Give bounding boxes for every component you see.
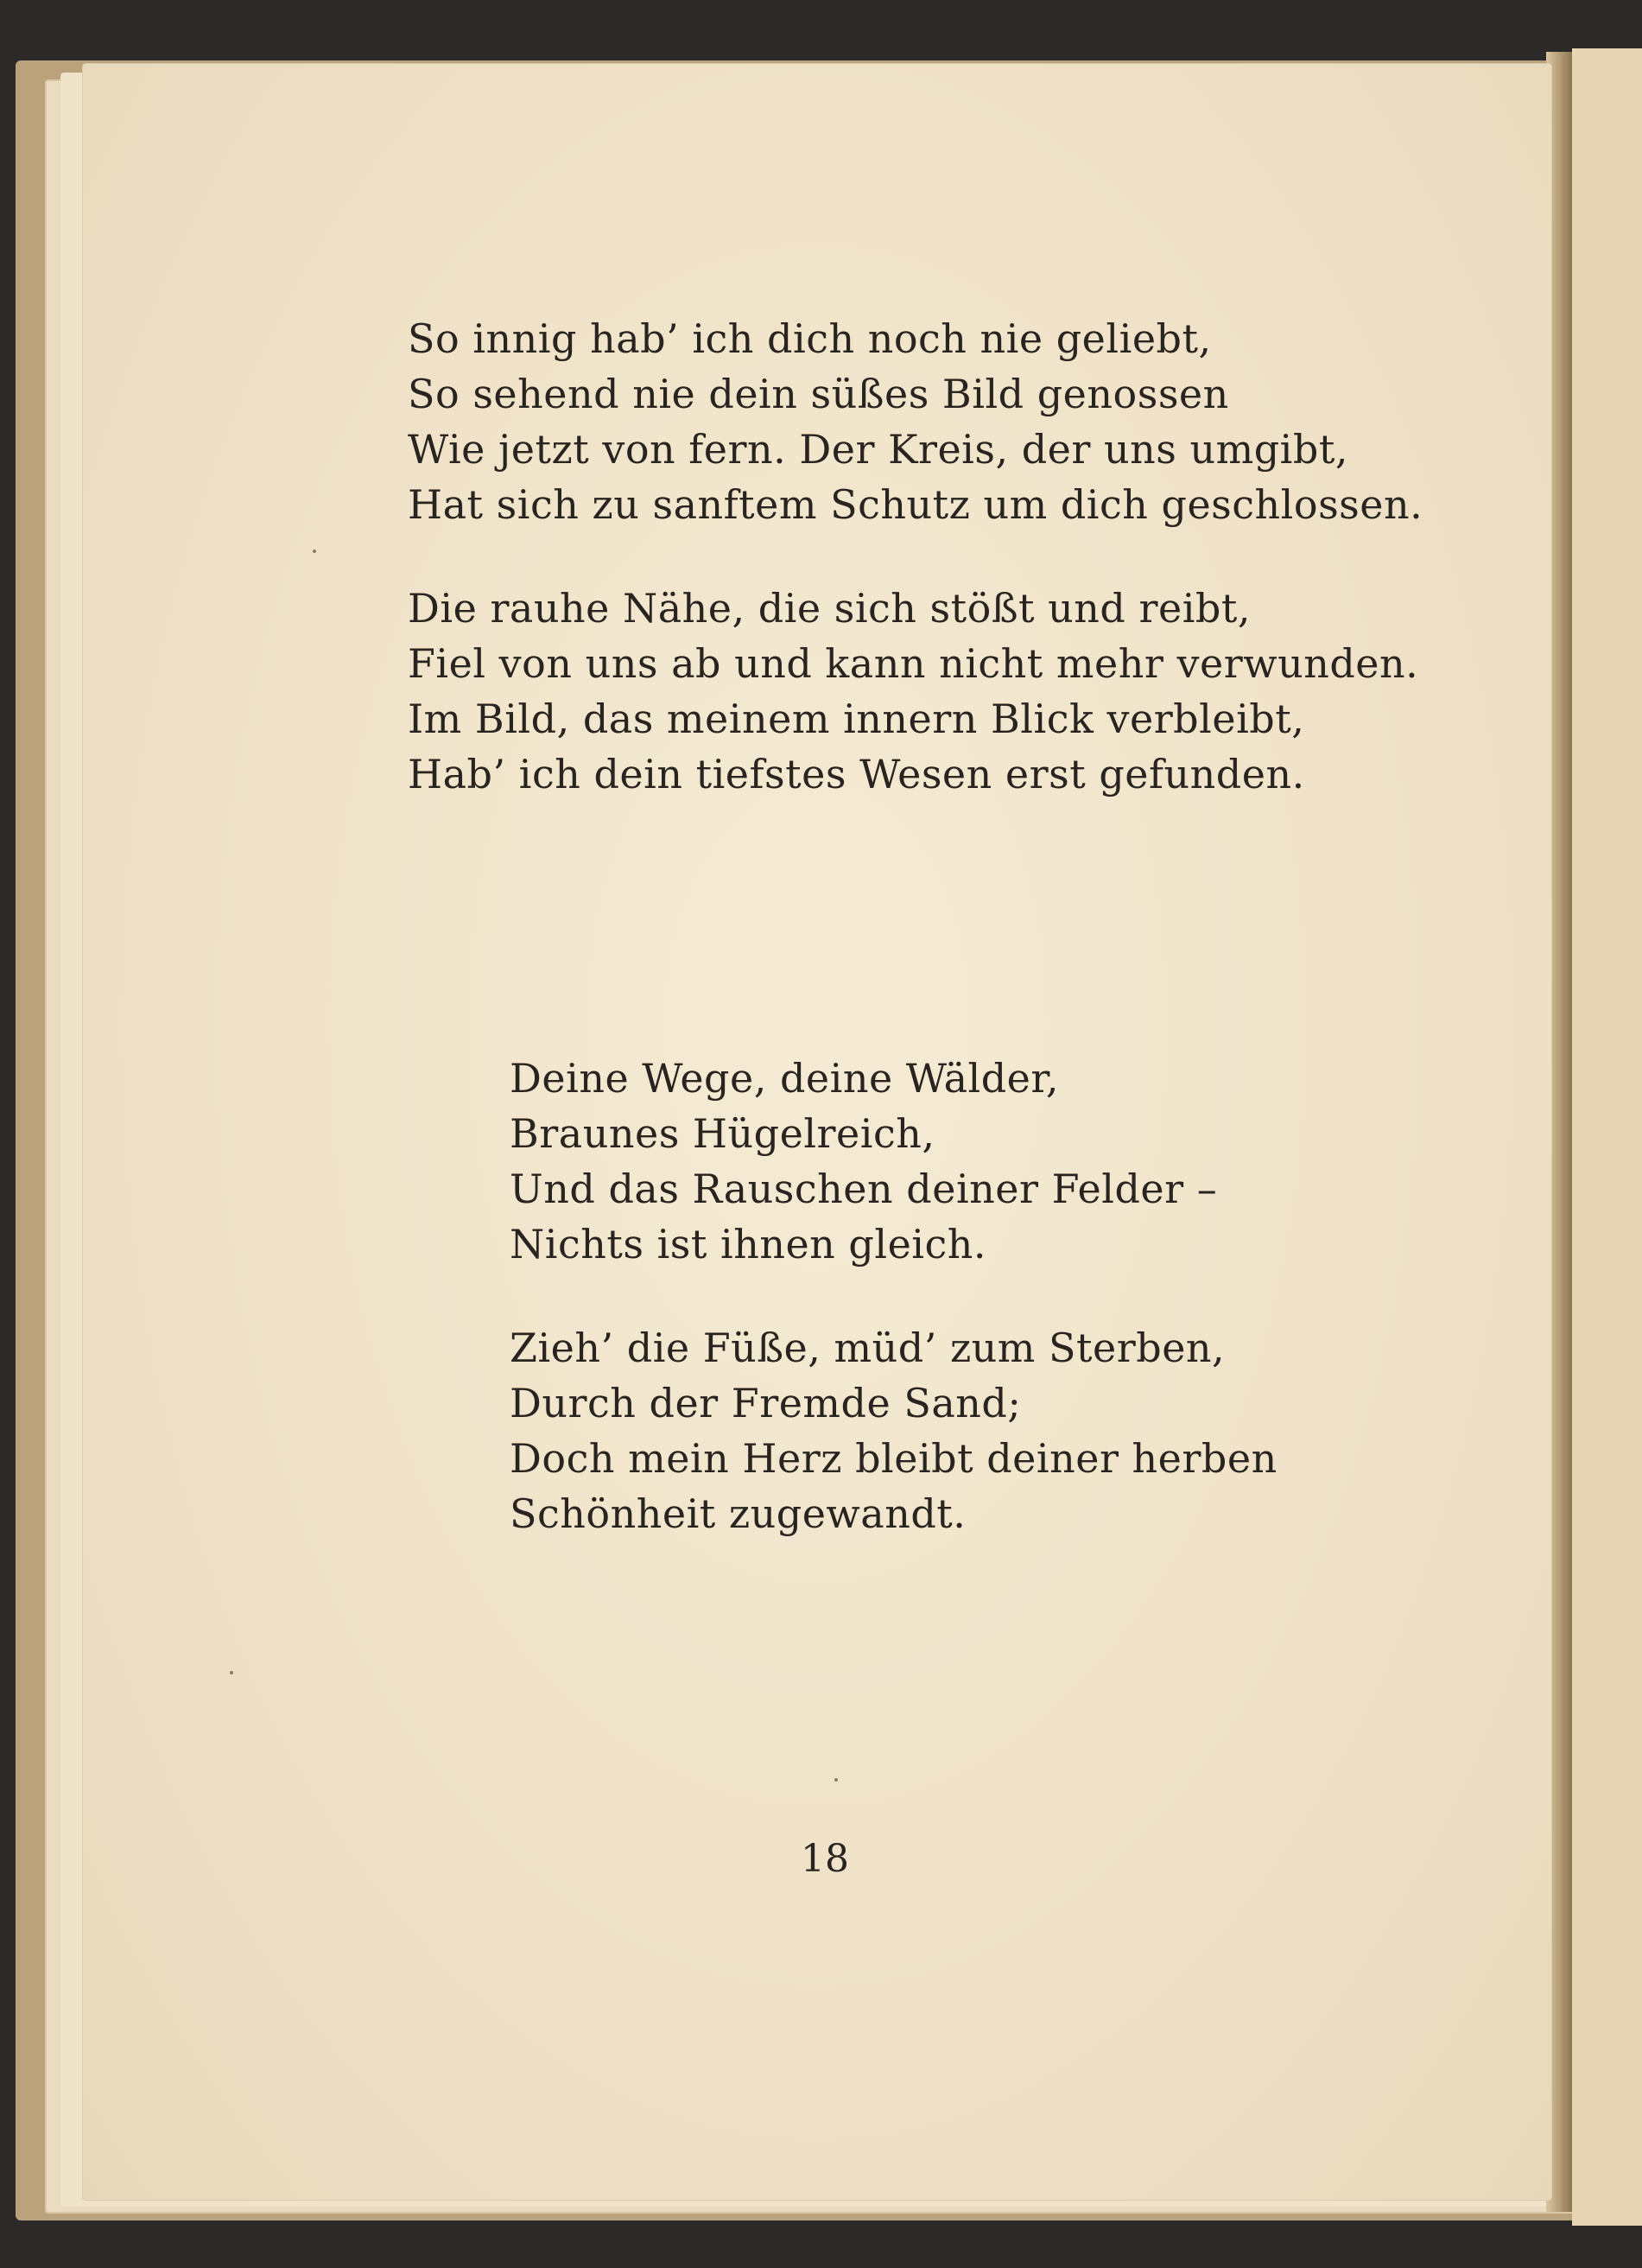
page-number: 18 <box>801 1837 849 1881</box>
verse-line: Nichts ist ihnen gleich. <box>510 1221 987 1267</box>
verse-line: Wie jetzt von fern. Der Kreis, der uns umgibt, <box>408 426 1348 473</box>
facing-page-sliver <box>1572 48 1642 2226</box>
stanza <box>408 311 1423 532</box>
stanza <box>510 1320 1277 1541</box>
verse-line: Hab’ ich dein tiefstes Wesen erst gefunden. <box>408 751 1305 797</box>
verse-line: Durch der Fremde Sand; <box>510 1380 1022 1426</box>
verse-line: Braunes Hügelreich, <box>510 1110 935 1157</box>
stanza <box>408 581 1423 802</box>
poem-second <box>510 1051 1277 1590</box>
verse-line: Die rauhe Nähe, die sich stößt und reibt, <box>408 585 1251 632</box>
poem-first <box>408 311 1423 850</box>
verse-line: Deine Wege, deine Wälder, <box>510 1055 1059 1102</box>
verse-line: Und das Rauschen deiner Felder – <box>510 1166 1218 1212</box>
verse-line: Fiel von uns ab und kann nicht mehr verwunden. <box>408 640 1419 687</box>
verse-line: Im Bild, das meinem innern Blick verbleibt, <box>408 696 1305 742</box>
verse-line: Schönheit zugewandt. <box>510 1490 967 1537</box>
paper-fleck <box>834 1778 838 1782</box>
stanza <box>510 1051 1277 1272</box>
paper-fleck <box>313 550 316 553</box>
verse-line: So innig hab’ ich dich noch nie geliebt, <box>408 315 1212 362</box>
verse-line: Zieh’ die Füße, müd’ zum Sterben, <box>510 1325 1226 1371</box>
verse-line: Hat sich zu sanftem Schutz um dich geschlossen. <box>408 481 1423 528</box>
paper-fleck <box>230 1671 233 1674</box>
verse-line: Doch mein Herz bleibt deiner herben <box>510 1435 1277 1482</box>
verse-line: So sehend nie dein süßes Bild genossen <box>408 371 1229 417</box>
